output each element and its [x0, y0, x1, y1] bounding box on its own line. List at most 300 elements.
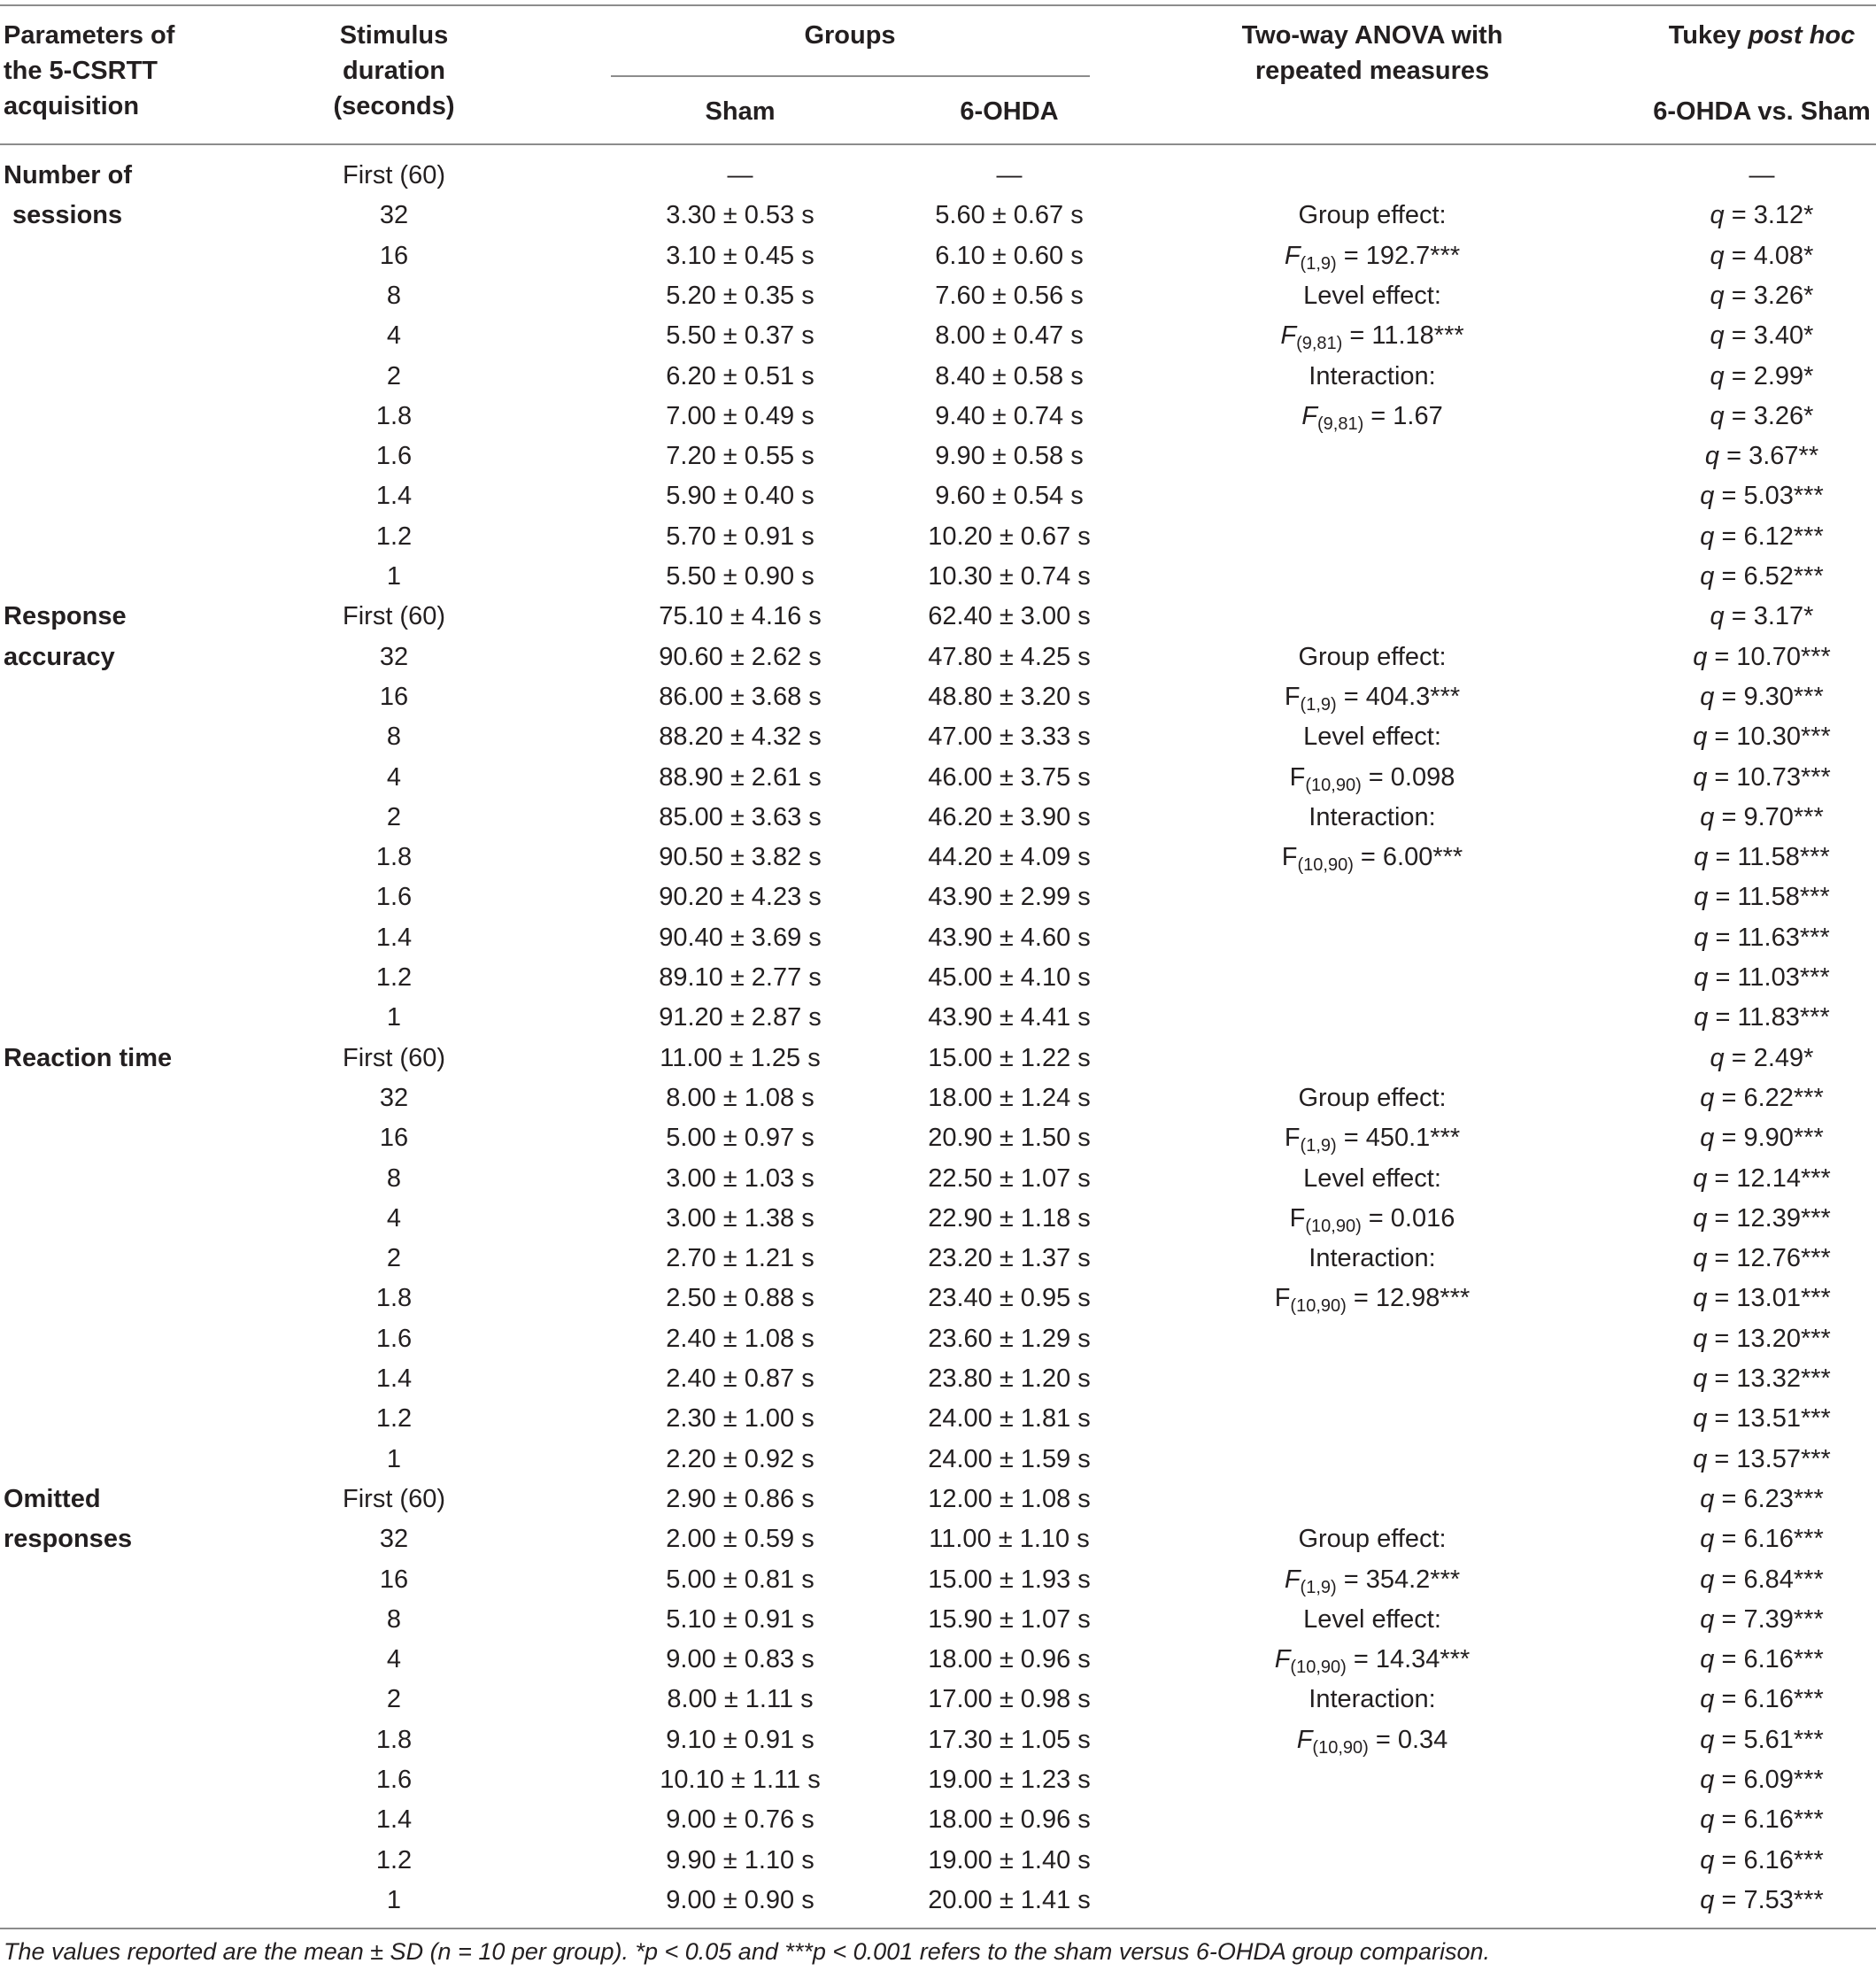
f-degrees: (10,90): [1305, 775, 1362, 795]
stimulus-duration: 4: [386, 762, 402, 792]
tukey-value: [1700, 480, 1824, 512]
ohda-value: 15.90 ± 1.07 s: [928, 1604, 1091, 1634]
sham-value: 8.00 ± 1.11 s: [667, 1685, 814, 1714]
sham-value: —: [727, 161, 753, 189]
tukey-value: [1694, 841, 1829, 873]
header-anova-line: repeated measures: [1255, 57, 1490, 85]
q-symbol: q: [1700, 682, 1715, 711]
anova-line: [1280, 320, 1463, 352]
stimulus-duration: 16: [379, 1124, 409, 1153]
tukey-q-value: —: [1749, 161, 1775, 189]
tukey-q-value: = 6.84***: [1721, 1565, 1824, 1594]
sham-value: 5.10 ± 0.91 s: [666, 1604, 814, 1634]
stimulus-duration: 1.8: [375, 1725, 413, 1754]
f-degrees: (9,81): [1296, 334, 1343, 354]
f-symbol: F: [1274, 1645, 1291, 1674]
header-tukey-prefix: Tukey: [1668, 21, 1749, 50]
anova-line: Level effect:: [1303, 1604, 1441, 1634]
tukey-q-value: = 2.99*: [1731, 361, 1814, 390]
sham-value: 9.00 ± 0.90 s: [666, 1885, 814, 1914]
header-stimulus-line: Stimulus: [339, 21, 449, 50]
tukey-q-value: = 5.03***: [1721, 482, 1824, 511]
tukey-q-value: = 6.09***: [1721, 1766, 1824, 1794]
tukey-q-value: = 12.14***: [1714, 1163, 1831, 1193]
q-symbol: q: [1700, 1845, 1715, 1874]
stimulus-duration: 16: [379, 1565, 409, 1594]
f-value: = 0.016: [1361, 1203, 1455, 1233]
tukey-value: [1749, 159, 1775, 191]
ohda-value: 47.80 ± 4.25 s: [928, 642, 1091, 671]
stimulus-duration: 1.4: [375, 482, 413, 511]
tukey-q-value: = 4.08*: [1731, 241, 1814, 270]
tukey-value: [1693, 1202, 1831, 1234]
ohda-value: 43.90 ± 4.41 s: [928, 1003, 1091, 1032]
parameter-label: sessions: [12, 201, 123, 230]
f-symbol: F: [1296, 1725, 1313, 1754]
header-parameters-line: acquisition: [4, 92, 140, 120]
ohda-value: 23.60 ± 1.29 s: [928, 1324, 1091, 1353]
tukey-q-value: = 2.49*: [1731, 1043, 1814, 1072]
sham-value: 5.00 ± 0.97 s: [666, 1124, 814, 1153]
stimulus-duration: 1.2: [375, 963, 413, 992]
sham-value: 3.30 ± 0.53 s: [666, 201, 814, 230]
q-symbol: q: [1710, 201, 1725, 230]
anova-line: Interaction:: [1309, 361, 1436, 390]
sham-value: 5.70 ± 0.91 s: [666, 522, 814, 551]
ohda-value: 7.60 ± 0.56 s: [935, 281, 1084, 310]
stimulus-duration: 1: [386, 1444, 402, 1473]
q-symbol: q: [1693, 642, 1708, 671]
header-parameters: [4, 18, 174, 124]
sham-value: 75.10 ± 4.16 s: [659, 602, 822, 631]
tukey-value: [1693, 1323, 1831, 1355]
tukey-value: [1693, 1242, 1831, 1274]
q-symbol: q: [1700, 1604, 1715, 1634]
sham-value: 5.50 ± 0.90 s: [666, 562, 814, 591]
q-symbol: q: [1710, 241, 1725, 270]
ohda-value: 23.80 ± 1.20 s: [928, 1364, 1091, 1393]
tukey-value: [1700, 1643, 1824, 1675]
tukey-value: [1700, 1122, 1824, 1154]
stimulus-duration: 1.4: [375, 1364, 413, 1393]
ohda-value: 24.00 ± 1.81 s: [928, 1404, 1091, 1434]
tukey-value: [1700, 1724, 1824, 1756]
ohda-value: 62.40 ± 3.00 s: [928, 602, 1091, 631]
groups-rule: [611, 75, 1090, 77]
anova-line: Group effect:: [1298, 1525, 1447, 1554]
tukey-value: [1705, 440, 1818, 472]
q-symbol: q: [1694, 1003, 1709, 1032]
f-degrees: (10,90): [1312, 1737, 1369, 1758]
anova-line: Level effect:: [1303, 1163, 1441, 1193]
header-stimulus-line: duration: [342, 57, 445, 85]
tukey-value: [1700, 1764, 1824, 1796]
sham-value: 11.00 ± 1.25 s: [660, 1043, 821, 1072]
sham-value: 9.00 ± 0.76 s: [666, 1805, 814, 1835]
stimulus-duration: 4: [386, 1645, 402, 1674]
sham-value: 5.20 ± 0.35 s: [666, 281, 814, 310]
anova-line: [1285, 240, 1460, 272]
q-symbol: q: [1700, 1124, 1715, 1153]
f-value: = 1.67: [1363, 401, 1443, 430]
f-degrees: (1,9): [1300, 1577, 1337, 1597]
anova-line: [1274, 1282, 1471, 1317]
tukey-q-value: = 11.83***: [1715, 1003, 1830, 1032]
f-degrees: (10,90): [1297, 855, 1354, 876]
q-symbol: q: [1700, 1685, 1715, 1714]
tukey-value: [1700, 1804, 1824, 1836]
stimulus-duration: 8: [386, 1163, 402, 1193]
ohda-value: 20.00 ± 1.41 s: [928, 1885, 1091, 1914]
ohda-value: 5.60 ± 0.67 s: [935, 201, 1084, 230]
stimulus-duration: 1.2: [375, 522, 413, 551]
stimulus-duration: 1.6: [375, 1766, 413, 1794]
ohda-value: 8.40 ± 0.58 s: [935, 361, 1084, 390]
ohda-value: 24.00 ± 1.59 s: [928, 1444, 1091, 1473]
tukey-q-value: = 9.90***: [1721, 1124, 1824, 1153]
ohda-value: 10.30 ± 0.74 s: [928, 562, 1091, 591]
tukey-value: [1700, 1604, 1824, 1635]
ohda-value: 15.00 ± 1.93 s: [928, 1565, 1091, 1594]
stimulus-duration: 8: [386, 1604, 402, 1634]
tukey-value: [1700, 1483, 1824, 1515]
tukey-q-value: = 7.53***: [1721, 1885, 1824, 1914]
f-degrees: (10,90): [1305, 1216, 1362, 1236]
tukey-q-value: = 6.22***: [1721, 1083, 1824, 1112]
q-symbol: q: [1710, 602, 1725, 631]
q-symbol: q: [1704, 442, 1720, 471]
q-symbol: q: [1710, 401, 1725, 430]
ohda-value: 22.50 ± 1.07 s: [928, 1163, 1091, 1193]
f-value: = 6.00***: [1353, 843, 1463, 872]
f-symbol: F: [1284, 682, 1301, 711]
tukey-value: [1710, 400, 1814, 432]
ohda-value: 6.10 ± 0.60 s: [935, 241, 1084, 270]
parameter-label: accuracy: [4, 642, 115, 671]
sham-value: 86.00 ± 3.68 s: [659, 682, 822, 711]
sham-value: 5.00 ± 0.81 s: [666, 1565, 814, 1594]
stimulus-duration: 32: [379, 201, 409, 230]
anova-line: [1274, 1643, 1471, 1678]
f-value: = 12.98***: [1346, 1284, 1471, 1313]
sham-value: 6.20 ± 0.51 s: [666, 361, 814, 390]
f-value: = 0.34: [1368, 1725, 1448, 1754]
ohda-value: 8.00 ± 0.47 s: [935, 321, 1084, 351]
stimulus-duration: 1: [386, 1885, 402, 1914]
sham-value: 7.00 ± 0.49 s: [666, 401, 814, 430]
ohda-value: 46.20 ± 3.90 s: [928, 802, 1091, 831]
stimulus-duration: 16: [379, 682, 409, 711]
tukey-value: [1693, 1363, 1831, 1395]
header-tukey-italic: post hoc: [1748, 21, 1856, 50]
anova-line: Group effect:: [1298, 642, 1447, 671]
q-symbol: q: [1693, 1163, 1708, 1193]
header-stimulus: [334, 18, 455, 124]
stimulus-duration: 16: [379, 241, 409, 270]
stimulus-duration: 4: [386, 321, 402, 351]
sham-value: 5.50 ± 0.37 s: [666, 321, 814, 351]
tukey-value: [1693, 641, 1831, 673]
sham-value: 7.20 ± 0.55 s: [666, 442, 814, 471]
ohda-value: 11.00 ± 1.10 s: [929, 1525, 1090, 1554]
q-symbol: q: [1693, 1364, 1708, 1393]
tukey-value: [1700, 560, 1824, 592]
tukey-value: [1693, 1282, 1831, 1314]
tukey-q-value: = 5.61***: [1721, 1725, 1824, 1754]
tukey-q-value: = 13.32***: [1714, 1364, 1831, 1393]
stimulus-duration: 1.4: [375, 1805, 413, 1835]
tukey-value: [1700, 1523, 1824, 1555]
tukey-q-value: = 6.16***: [1721, 1845, 1824, 1874]
stimulus-duration: 8: [386, 723, 402, 752]
ohda-value: 18.00 ± 0.96 s: [928, 1645, 1091, 1674]
q-symbol: q: [1694, 843, 1709, 872]
stimulus-duration: 2: [386, 361, 402, 390]
q-symbol: q: [1700, 802, 1715, 831]
f-value: = 0.098: [1361, 762, 1455, 792]
sham-value: 88.20 ± 4.32 s: [659, 723, 822, 752]
bottom-rule: [0, 1928, 1876, 1929]
sham-value: 3.00 ± 1.38 s: [666, 1203, 814, 1233]
tukey-q-value: = 6.16***: [1721, 1525, 1824, 1554]
sham-value: 2.70 ± 1.21 s: [666, 1244, 814, 1273]
q-symbol: q: [1700, 1484, 1715, 1513]
tukey-q-value: = 6.12***: [1721, 522, 1824, 551]
ohda-value: 23.20 ± 1.37 s: [928, 1244, 1091, 1273]
tukey-value: [1710, 280, 1814, 312]
stimulus-duration: 1.2: [375, 1404, 413, 1434]
tukey-q-value: = 12.39***: [1714, 1203, 1831, 1233]
stimulus-duration: 2: [386, 802, 402, 831]
stimulus-duration: 1.6: [375, 883, 413, 912]
sham-value: 90.50 ± 3.82 s: [659, 843, 822, 872]
q-symbol: q: [1700, 1083, 1715, 1112]
sham-value: 3.00 ± 1.03 s: [666, 1163, 814, 1193]
parameter-label: responses: [4, 1525, 133, 1554]
q-symbol: q: [1694, 963, 1709, 992]
anova-line: [1290, 761, 1455, 793]
ohda-value: 48.80 ± 3.20 s: [928, 682, 1091, 711]
ohda-value: 46.00 ± 3.75 s: [928, 762, 1091, 792]
tukey-value: [1700, 1082, 1824, 1114]
sham-value: 9.90 ± 1.10 s: [666, 1845, 814, 1874]
anova-line: Interaction:: [1309, 1244, 1436, 1273]
ohda-value: 9.60 ± 0.54 s: [935, 482, 1084, 511]
q-symbol: q: [1693, 1284, 1708, 1313]
sham-value: 8.00 ± 1.08 s: [666, 1083, 814, 1112]
q-symbol: q: [1700, 1565, 1715, 1594]
anova-line: [1281, 841, 1463, 876]
ohda-value: 19.00 ± 1.23 s: [928, 1766, 1091, 1794]
tukey-value: [1700, 1564, 1824, 1596]
sham-value: 85.00 ± 3.63 s: [659, 802, 822, 831]
q-symbol: q: [1693, 1324, 1708, 1353]
f-value: = 354.2***: [1336, 1565, 1461, 1594]
f-degrees: (9,81): [1316, 414, 1364, 434]
tukey-value: [1694, 922, 1829, 954]
sham-value: 2.40 ± 1.08 s: [666, 1324, 814, 1353]
tukey-value: [1710, 240, 1814, 272]
stimulus-duration: 2: [386, 1685, 402, 1714]
f-degrees: (1,9): [1300, 253, 1337, 274]
ohda-value: 17.00 ± 0.98 s: [928, 1685, 1091, 1714]
parameter-label: Reaction time: [4, 1043, 173, 1072]
anova-line: [1285, 1564, 1460, 1596]
tukey-value: [1693, 761, 1831, 793]
sham-value: 5.90 ± 0.40 s: [666, 482, 814, 511]
anova-line: [1285, 1122, 1460, 1154]
sham-value: 9.10 ± 0.91 s: [666, 1725, 814, 1754]
ohda-value: 22.90 ± 1.18 s: [928, 1203, 1091, 1233]
tukey-value: [1700, 681, 1824, 713]
sham-value: 91.20 ± 2.87 s: [659, 1003, 822, 1032]
sham-value: 2.50 ± 0.88 s: [666, 1284, 814, 1313]
anova-line: Level effect:: [1303, 723, 1441, 752]
tukey-value: [1710, 360, 1814, 392]
tukey-q-value: = 13.20***: [1714, 1324, 1831, 1353]
f-symbol: F: [1274, 1284, 1291, 1313]
f-degrees: (10,90): [1290, 1296, 1347, 1317]
stimulus-duration: 32: [379, 1083, 409, 1112]
f-symbol: F: [1281, 843, 1298, 872]
q-symbol: q: [1693, 1244, 1708, 1273]
stimulus-duration: 1.8: [375, 1284, 413, 1313]
tukey-q-value: = 3.17*: [1731, 602, 1814, 631]
stimulus-duration: 32: [379, 1525, 409, 1554]
tukey-value: [1694, 962, 1829, 993]
header-anova-line: Two-way ANOVA with: [1241, 21, 1503, 50]
q-symbol: q: [1700, 1645, 1715, 1674]
stimulus-duration: 8: [386, 281, 402, 310]
sham-value: 10.10 ± 1.11 s: [660, 1766, 821, 1794]
sham-value: 90.20 ± 4.23 s: [659, 883, 822, 912]
f-value: = 450.1***: [1336, 1124, 1461, 1153]
q-symbol: q: [1693, 1444, 1708, 1473]
ohda-value: 47.00 ± 3.33 s: [928, 723, 1091, 752]
tukey-q-value: = 6.23***: [1721, 1484, 1824, 1513]
q-symbol: q: [1700, 522, 1715, 551]
f-symbol: F: [1284, 241, 1301, 270]
f-degrees: (10,90): [1290, 1658, 1347, 1678]
stimulus-duration: 4: [386, 1203, 402, 1233]
tukey-q-value: = 13.57***: [1714, 1444, 1831, 1473]
tukey-q-value: = 6.16***: [1721, 1685, 1824, 1714]
tukey-q-value: = 10.30***: [1714, 723, 1831, 752]
tukey-q-value: = 3.12*: [1731, 201, 1814, 230]
ohda-value: 10.20 ± 0.67 s: [928, 522, 1091, 551]
f-degrees: (1,9): [1300, 1136, 1337, 1156]
anova-line: [1285, 681, 1460, 713]
header-rule: [0, 143, 1876, 145]
q-symbol: q: [1700, 1525, 1715, 1554]
ohda-value: 18.00 ± 1.24 s: [928, 1083, 1091, 1112]
q-symbol: q: [1700, 1885, 1715, 1914]
stimulus-duration: First (60): [343, 161, 445, 189]
header-anova: [1242, 18, 1503, 89]
stimulus-duration: 1: [386, 562, 402, 591]
header-tukey-comparison: 6-OHDA vs. Sham: [1653, 97, 1871, 126]
f-symbol: F: [1289, 762, 1306, 792]
q-symbol: q: [1710, 361, 1725, 390]
ohda-value: 9.90 ± 0.58 s: [935, 442, 1084, 471]
tukey-value: [1710, 199, 1814, 231]
sham-value: 89.10 ± 2.77 s: [659, 963, 822, 992]
ohda-value: 18.00 ± 0.96 s: [928, 1805, 1091, 1835]
stimulus-duration: 32: [379, 642, 409, 671]
f-symbol: F: [1284, 1124, 1301, 1153]
q-symbol: q: [1710, 321, 1725, 351]
tukey-value: [1693, 1443, 1831, 1475]
tukey-q-value: = 10.73***: [1714, 762, 1831, 792]
header-groups: Groups: [804, 21, 896, 50]
ohda-value: 23.40 ± 0.95 s: [928, 1284, 1091, 1313]
tukey-value: [1710, 600, 1814, 632]
q-symbol: q: [1700, 562, 1715, 591]
sham-value: 90.60 ± 2.62 s: [659, 642, 822, 671]
tukey-q-value: = 13.01***: [1714, 1284, 1831, 1313]
tukey-value: [1694, 1001, 1829, 1033]
stimulus-duration: 1.2: [375, 1845, 413, 1874]
tukey-value: [1700, 1844, 1824, 1876]
sham-value: 90.40 ± 3.69 s: [659, 923, 822, 952]
sham-value: 2.00 ± 0.59 s: [666, 1525, 814, 1554]
tukey-q-value: = 6.52***: [1721, 562, 1824, 591]
anova-line: [1290, 1202, 1455, 1234]
header-parameters-line: Parameters of: [4, 21, 175, 50]
tukey-q-value: = 11.03***: [1715, 963, 1830, 992]
tukey-value: [1710, 1042, 1814, 1074]
tukey-q-value: = 3.26*: [1731, 401, 1814, 430]
f-symbol: F: [1289, 1203, 1306, 1233]
sham-value: 2.30 ± 1.00 s: [666, 1404, 814, 1434]
header-tukey: [1669, 18, 1856, 53]
q-symbol: q: [1693, 762, 1708, 792]
ohda-value: 45.00 ± 4.10 s: [928, 963, 1091, 992]
parameter-label: Number of: [4, 161, 132, 189]
header-parameters-line: the 5-CSRTT: [4, 57, 158, 85]
sham-value: 9.00 ± 0.83 s: [666, 1645, 814, 1674]
tukey-q-value: = 9.70***: [1721, 802, 1824, 831]
ohda-value: 43.90 ± 2.99 s: [928, 883, 1091, 912]
anova-line: Level effect:: [1303, 281, 1441, 310]
tukey-q-value: = 3.40*: [1731, 321, 1814, 351]
f-value: = 192.7***: [1336, 241, 1461, 270]
tukey-value: [1694, 881, 1829, 913]
ohda-value: —: [996, 161, 1023, 189]
tukey-q-value: = 6.16***: [1721, 1645, 1824, 1674]
q-symbol: q: [1694, 923, 1709, 952]
stimulus-duration: First (60): [343, 1043, 445, 1072]
stimulus-duration: 1.6: [375, 1324, 413, 1353]
sham-value: 3.10 ± 0.45 s: [666, 241, 814, 270]
f-degrees: (1,9): [1300, 694, 1337, 715]
ohda-value: 17.30 ± 1.05 s: [928, 1725, 1091, 1754]
anova-line: [1297, 1724, 1448, 1756]
header-sham: Sham: [705, 97, 776, 126]
tukey-value: [1700, 1683, 1824, 1715]
ohda-value: 20.90 ± 1.50 s: [928, 1124, 1091, 1153]
tukey-value: [1700, 521, 1824, 553]
anova-line: Interaction:: [1309, 1685, 1436, 1714]
tukey-q-value: = 9.30***: [1721, 682, 1824, 711]
f-symbol: F: [1280, 321, 1297, 351]
f-value: = 11.18***: [1342, 321, 1464, 351]
sham-value: 88.90 ± 2.61 s: [659, 762, 822, 792]
header-6ohda: 6-OHDA: [960, 97, 1059, 126]
anova-line: Group effect:: [1298, 201, 1447, 230]
tukey-q-value: = 12.76***: [1714, 1244, 1831, 1273]
q-symbol: q: [1700, 482, 1715, 511]
